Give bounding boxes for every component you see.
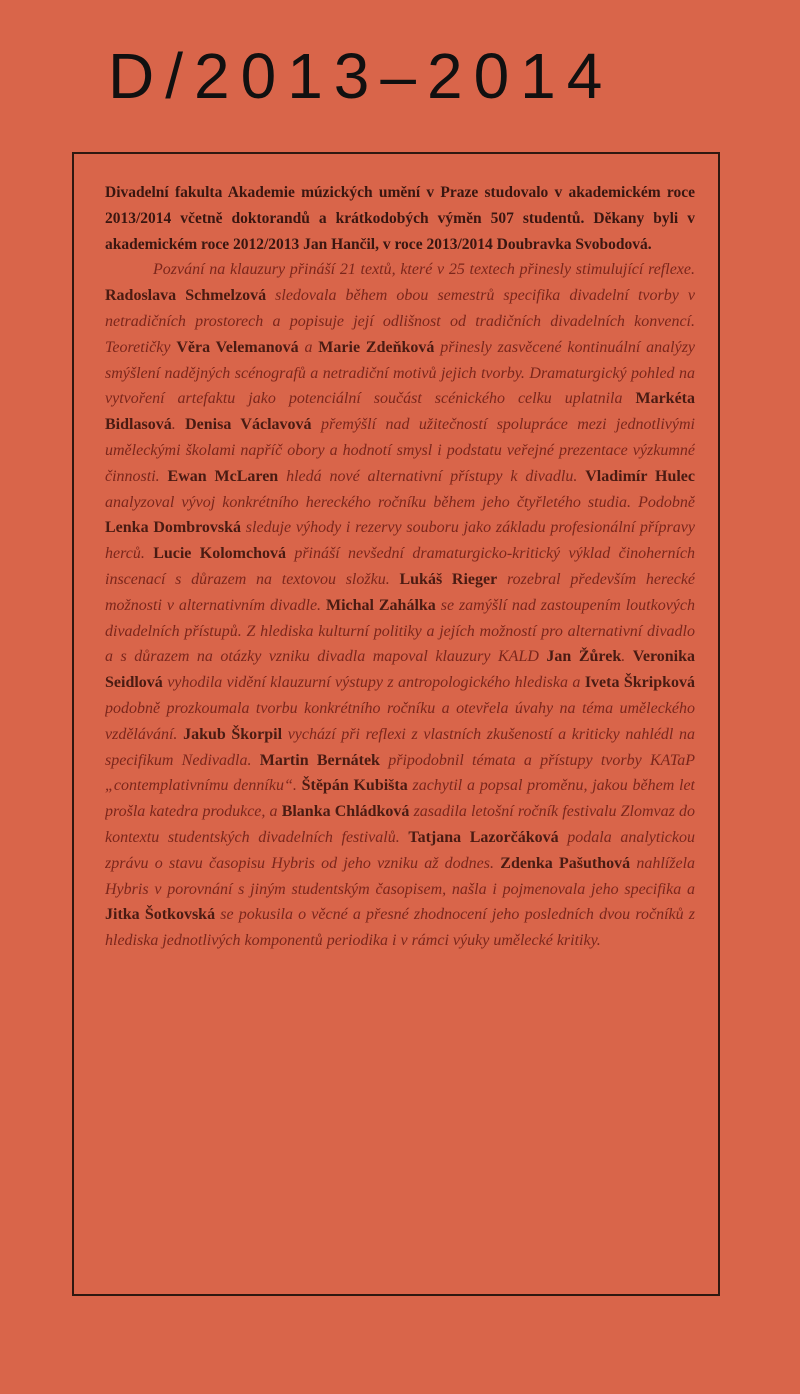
body-text-segment: podala analytickou zprávu o stavu časopisu Hybris od jeho vzniku až dodnes. xyxy=(105,828,695,872)
body-text-segment: sledovala během obou semestrů specifika divadelní tvorby v netradičních prostorech a popisuje její odlišnost od tradičních divadelních konvencí. Teoretičky xyxy=(105,287,695,356)
body-text-segment: a xyxy=(298,338,319,356)
text-frame xyxy=(72,152,720,1296)
text-content xyxy=(105,180,695,1280)
author-name: Štěpán Kubišta xyxy=(301,777,408,795)
author-name: Lukáš Rieger xyxy=(399,570,498,588)
author-name: Zdenka Pašuthová xyxy=(500,854,631,872)
body-paragraph xyxy=(105,257,695,954)
author-name: Blanka Chládková xyxy=(281,803,410,821)
author-name: Věra Velemanová xyxy=(176,338,299,356)
author-name: Radoslava Schmelzová xyxy=(105,287,267,305)
author-name: Jan Žůrek xyxy=(546,648,622,666)
author-name: Markéta Bidlasová xyxy=(105,390,695,434)
author-name: Jakub Škorpil xyxy=(183,725,283,743)
body-text-segment: vyhodila vidění klauzurní výstupy z antropologického hlediska a xyxy=(162,674,585,692)
body-text-segment: Pozvání na klauzury přináší 21 textů, které v 25 textech přinesly stimulující reflexe. xyxy=(153,261,695,279)
author-name: Lenka Dombrovská xyxy=(105,519,242,537)
author-name: Michal Zahálka xyxy=(325,596,436,614)
author-name: Marie Zdeňková xyxy=(318,338,435,356)
author-name: Vladimír Hulec xyxy=(585,467,695,485)
body-text-segment: analyzoval vývoj konkrétního hereckého ročníku během jeho čtyřletého studia. Podobně xyxy=(105,493,695,511)
author-name: Jitka Šotkovská xyxy=(105,906,216,924)
author-name: Ewan McLaren xyxy=(167,467,279,485)
body-text-segment: rozebral především herecké možnosti v alternativním divadle. xyxy=(105,570,695,614)
body-text-segment: sleduje výhody i rezervy souboru jako základu profesionální přípravy herců. xyxy=(105,519,695,563)
body-text-segment: zachytil a popsal proměnu, jakou během let prošla katedra produkce, a xyxy=(105,777,695,821)
body-text-segment: přinesly zasvěcené kontinuální analýzy smýšlení nadějných scénografů a netradiční motivů jejich tvorby. Dramaturgický pohled na vytvoření artefaktu jako potenciální součást scénického celku uplatnila xyxy=(105,338,695,408)
lead-paragraph: Divadelní fakulta Akademie múzických umění v Praze studovalo v akademickém roce 2013/2014 včetně doktorandů a krátkodobých výměn 507 studentů. Děkany byli v akademickém roce 2012/2013 Jan Hančil, v roce 2013/2014 Doubravka Svobodová. xyxy=(105,184,695,253)
body-text-segment: podobně prozkoumala tvorbu konkrétního ročníku a otevřela úvahy na téma uměleckého vzdělávání. xyxy=(105,699,695,743)
author-name: Iveta Škripková xyxy=(584,674,695,692)
page-title: D/2013–2014 xyxy=(108,40,614,112)
author-name: Veronika Seidlová xyxy=(105,648,695,692)
body-text-segment: přemýšlí nad užitečností spolupráce mezi jednotlivými uměleckými školami napříč obory a hodnotí smysl i podstatu veřejné prezentace výzkumné činnosti. xyxy=(105,416,695,485)
body-text-segment: hledá nové alternativní přístupy k divadlu. xyxy=(278,467,586,485)
author-name: Denisa Václavová xyxy=(185,416,312,434)
body-text-segment: zasadila letošní ročník festivalu Zlomvaz do kontextu studentských divadelních festivalů. xyxy=(105,803,695,846)
body-text-segment: se zamýšlí nad zastoupením loutkových divadelních přístupů. Z hlediska kulturní politiky a jejích možností pro alternativní divadlo a s důrazem na otázky vzniku divadla mapoval klauzury KALD xyxy=(105,596,695,666)
author-name: Tatjana Lazorčáková xyxy=(408,828,559,846)
author-name: Martin Bernátek xyxy=(259,751,380,769)
body-text-segment: nahlížela Hybris v porovnání s jiným studentským časopisem, našla i pojmenovala jeho specifika a xyxy=(105,854,695,898)
body-text-segment: . xyxy=(171,416,186,434)
body-text-segment: se pokusila o věcné a přesné zhodnocení jeho posledních dvou ročníků z hlediska jednotlivých komponentů periodika i v rámci výuky umělecké kritiky. xyxy=(105,906,695,950)
body-text-segment: přináší nevšední dramaturgicko-kritický výklad činoherních inscenací s důrazem na textovou složku. xyxy=(105,545,695,588)
body-text-segment: vychází při reflexi z vlastních zkušeností a kriticky nahlédl na specifikum Nedivadla. xyxy=(105,725,695,769)
body-text-segment: . xyxy=(621,648,633,666)
body-text-segment: připodobnil témata a přístupy tvorby KATaP „contemplativnímu denníku“. xyxy=(105,751,695,795)
author-name: Lucie Kolomchová xyxy=(153,545,286,563)
